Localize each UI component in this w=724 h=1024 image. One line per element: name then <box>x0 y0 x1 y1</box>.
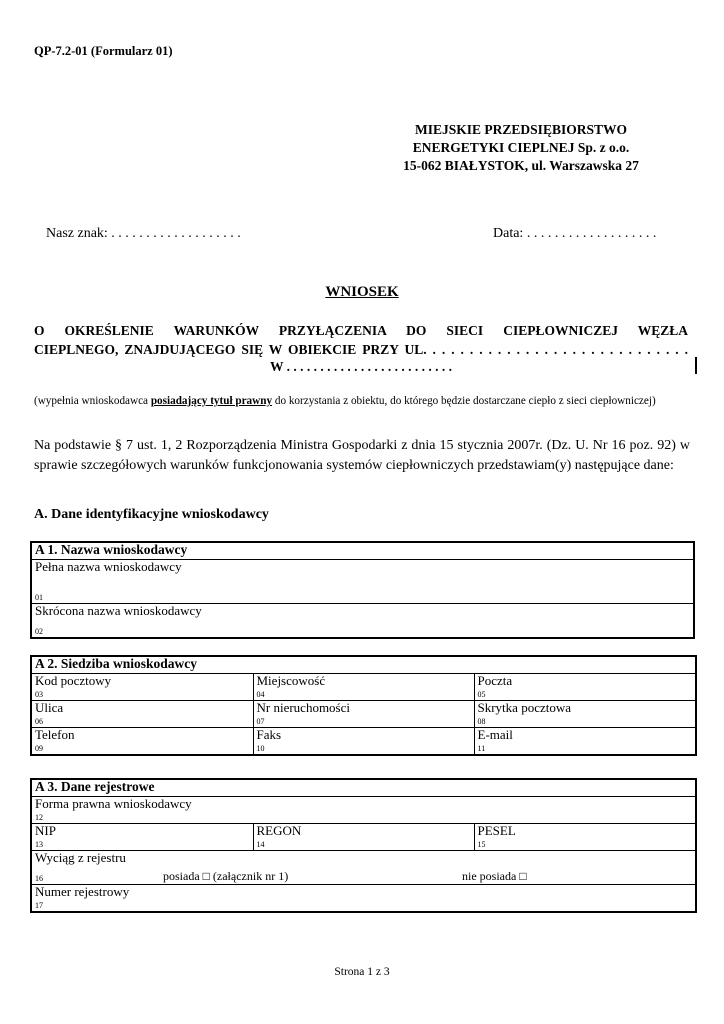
postal-code-field[interactable] <box>31 674 253 701</box>
property-no-label: Nr nieruchomości <box>256 700 351 715</box>
subject-line-1: O OKREŚLENIE WARUNKÓW PRZYŁĄCZENIA DO SIECI CIEPŁOWNICZEJ WĘZŁA <box>34 323 688 338</box>
a2-header: A 2. Siedziba wnioskodawcy <box>31 656 696 674</box>
field-number: 01 <box>35 593 43 602</box>
po-box-label: Skrytka pocztowa <box>477 700 572 715</box>
nip-field[interactable] <box>31 824 253 851</box>
postal-code-label: Kod pocztowy <box>35 673 112 688</box>
field-number: 13 <box>35 840 43 849</box>
text-cursor <box>695 357 697 374</box>
note-text <box>34 393 690 409</box>
pesel-field[interactable] <box>474 824 696 851</box>
register-extract-field <box>31 851 696 885</box>
no-register-checkbox[interactable]: nie posiada □ <box>462 869 527 883</box>
a3-header: A 3. Dane rejestrowe <box>31 779 696 797</box>
subject-line-3[interactable]: W . . . . . . . . . . . . . . . . . . . . . . . . . <box>269 359 452 374</box>
field-number: 17 <box>35 901 43 910</box>
full-name-field[interactable] <box>31 560 694 604</box>
fax-label: Faks <box>256 727 282 742</box>
recipient-address <box>390 121 652 175</box>
page-footer: Strona 1 z 3 <box>334 966 390 978</box>
field-number: 07 <box>256 717 265 726</box>
form-code: QP-7.2-01 (Formularz 01) <box>34 44 173 58</box>
section-a-heading: A. Dane identyfikacyjne wnioskodawcy <box>34 507 269 522</box>
phone-field[interactable] <box>31 728 253 756</box>
subject-block <box>34 321 688 359</box>
field-number: 15 <box>477 840 486 849</box>
field-number: 09 <box>35 744 43 753</box>
regon-field[interactable] <box>253 824 474 851</box>
a2-table <box>30 655 697 756</box>
field-number: 05 <box>477 690 486 699</box>
legal-form-label: Forma prawna wnioskodawcy <box>35 796 192 811</box>
nip-label: NIP <box>35 823 56 838</box>
register-no-label: Numer rejestrowy <box>35 884 130 899</box>
note-bold: posiadający tytuł prawny <box>150 395 273 407</box>
document-title: WNIOSEK <box>325 284 399 300</box>
property-no-field[interactable] <box>253 701 474 728</box>
recipient-line-2: ENERGETYKI CIEPLNEJ Sp. z o.o. <box>412 140 630 155</box>
subject-line-2[interactable]: CIEPLNEGO, ZNAJDUJĄCEGO SIĘ W OBIEKCIE PRZY UL. . . . . . . . . . . . . . . . . . . . . . . . . . . . . <box>34 342 688 357</box>
legal-form-field[interactable] <box>31 797 696 824</box>
city-label: Miejscowość <box>256 673 326 688</box>
short-name-label: Skrócona nazwa wnioskodawcy <box>35 603 202 618</box>
regon-label: REGON <box>256 823 302 838</box>
a1-table <box>30 541 695 639</box>
full-name-label: Pełna nazwa wnioskodawcy <box>35 559 182 574</box>
po-box-field[interactable] <box>474 701 696 728</box>
our-sign-field[interactable]: Nasz znak: . . . . . . . . . . . . . . . . . . . <box>46 226 241 241</box>
field-number: 11 <box>477 744 486 753</box>
recipient-line-3: 15-062 BIAŁYSTOK, ul. Warszawska 27 <box>403 158 639 173</box>
has-register-checkbox[interactable]: posiada □ (załącznik nr 1) <box>163 869 289 883</box>
city-field[interactable] <box>253 674 474 701</box>
register-extract-label: Wyciąg z rejestru <box>35 850 126 865</box>
street-label: Ulica <box>35 700 64 715</box>
post-label: Poczta <box>477 673 513 688</box>
register-no-field[interactable] <box>31 885 696 913</box>
field-number: 14 <box>256 840 265 849</box>
pesel-label: PESEL <box>477 823 516 838</box>
email-label: E-mail <box>477 727 513 742</box>
field-number: 10 <box>256 744 265 753</box>
phone-label: Telefon <box>35 727 75 742</box>
field-number: 02 <box>35 627 43 636</box>
fax-field[interactable] <box>253 728 474 756</box>
field-number: 16 <box>35 874 43 883</box>
intro-paragraph: Na podstawie § 7 ust. 1, 2 Rozporządzenia Ministra Gospodarki z dnia 15 stycznia 2007r. (Dz. U. Nr 16 poz. 92) w sprawie szczegółowych warunków funkcjonowania systemów ciepłowniczych przedstawiam(y) następujące dane: <box>34 438 690 473</box>
field-number: 06 <box>35 717 43 726</box>
field-number: 03 <box>35 690 43 699</box>
date-field[interactable]: Data: . . . . . . . . . . . . . . . . . . . <box>493 226 657 241</box>
field-number: 04 <box>256 690 265 699</box>
field-number: 08 <box>477 717 486 726</box>
note-before: (wypełnia wnioskodawca <box>34 395 151 407</box>
recipient-line-1: MIEJSKIE PRZEDSIĘBIORSTWO <box>415 122 627 137</box>
short-name-field[interactable] <box>31 604 694 639</box>
street-field[interactable] <box>31 701 253 728</box>
a3-table <box>30 778 697 913</box>
email-field[interactable] <box>474 728 696 756</box>
post-field[interactable] <box>474 674 696 701</box>
a1-header: A 1. Nazwa wnioskodawcy <box>31 542 694 560</box>
note-after: do korzystania z obiektu, do którego będzie dostarczane ciepło z sieci ciepłowniczej) <box>272 395 656 407</box>
field-number: 12 <box>35 813 43 822</box>
